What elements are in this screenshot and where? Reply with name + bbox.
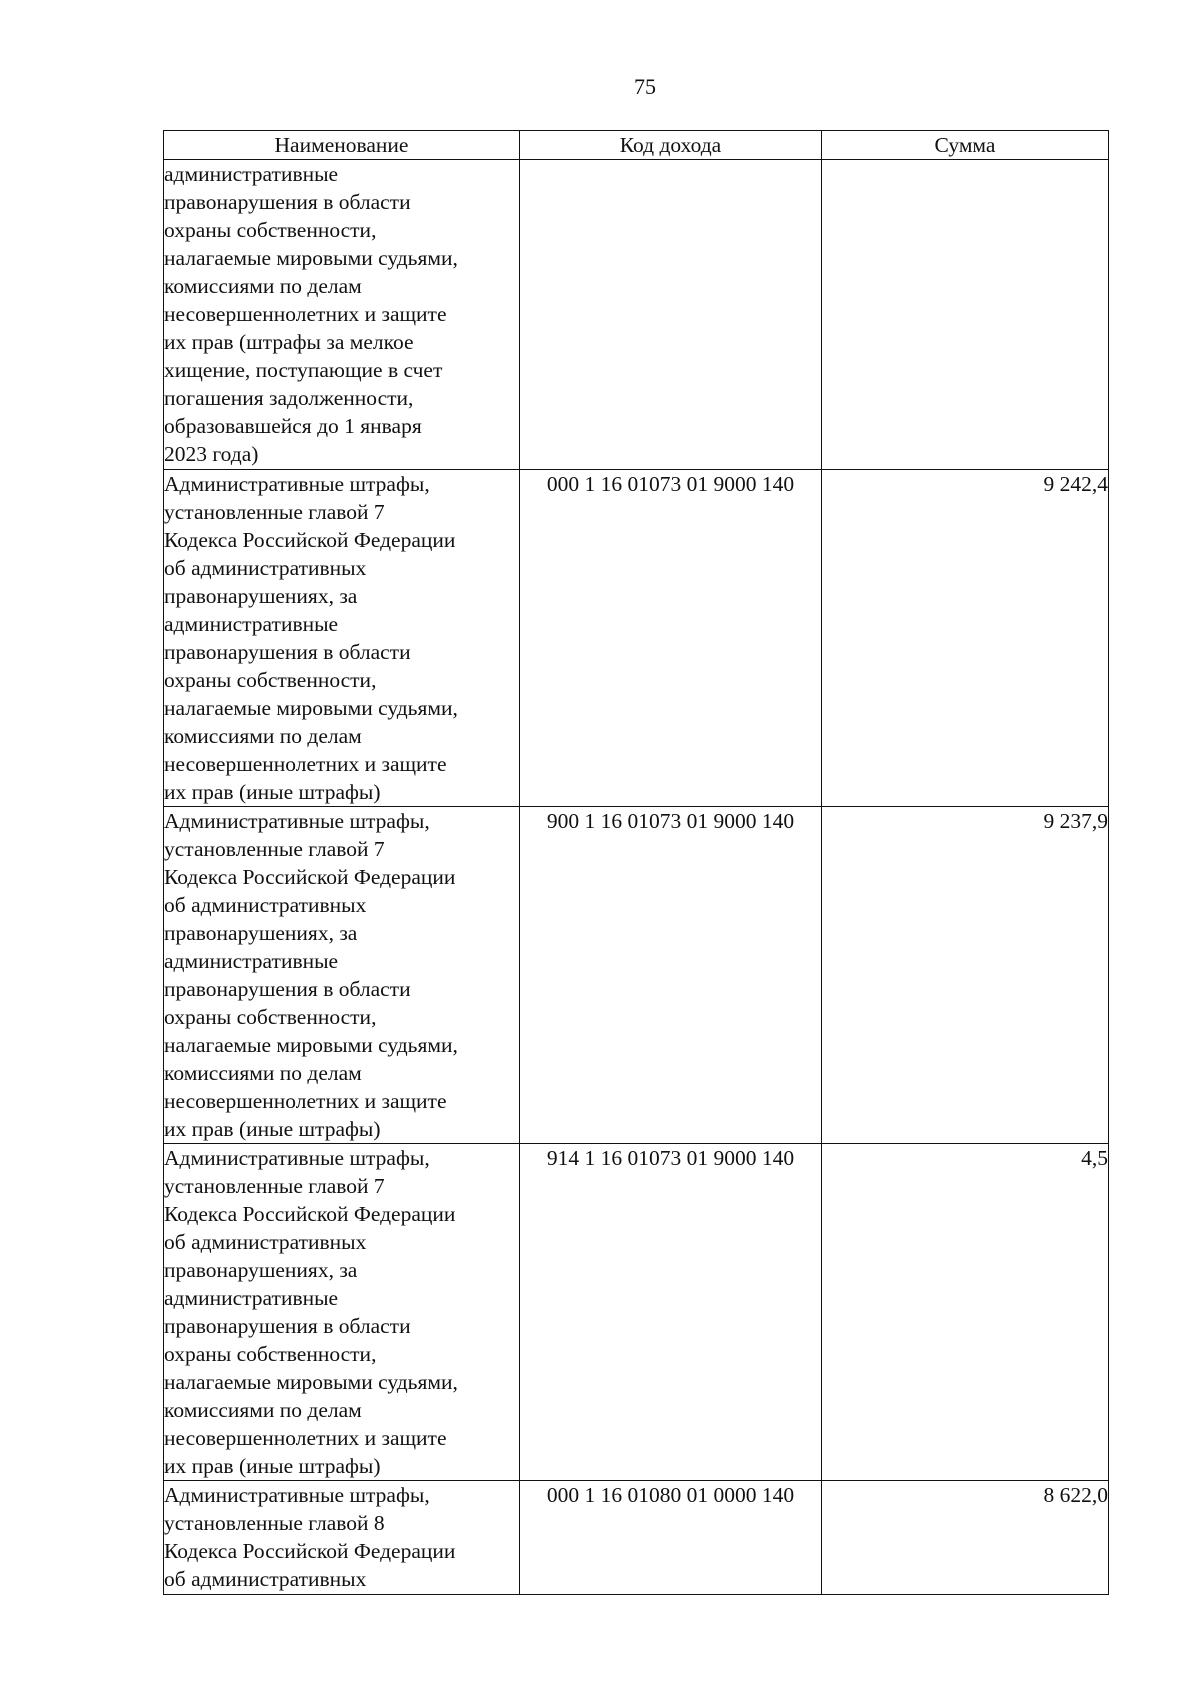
cell-name xyxy=(164,1144,520,1481)
name-line: их прав (иные штрафы) xyxy=(164,1117,381,1141)
cell-sum: 9 237,9 xyxy=(822,807,1109,1144)
cell-sum xyxy=(822,160,1109,470)
name-line: комиссиями по делам xyxy=(164,1061,362,1085)
name-line: правонарушениях, за xyxy=(164,921,358,945)
table-header-row xyxy=(164,131,1109,160)
name-line: охраны собственности, xyxy=(164,218,377,242)
cell-code xyxy=(520,160,822,470)
name-line: налагаемые мировыми судьями, xyxy=(164,246,458,270)
cell-sum: 9 242,4 xyxy=(822,470,1109,807)
name-line: административные xyxy=(164,162,339,186)
name-line: установленные главой 8 xyxy=(164,1511,385,1535)
table-row xyxy=(164,160,1109,470)
cell-code: 000 1 16 01073 01 9000 140 xyxy=(520,470,822,807)
name-line: 2023 года) xyxy=(164,442,259,466)
cell-name xyxy=(164,1481,520,1595)
name-line: налагаемые мировыми судьями, xyxy=(164,1033,458,1057)
cell-name xyxy=(164,807,520,1144)
name-line: об административных xyxy=(164,556,367,580)
name-line: Административные штрафы, xyxy=(164,1483,430,1507)
header-code: Код дохода xyxy=(520,131,822,160)
name-line: правонарушения в области xyxy=(164,640,411,664)
name-line: установленные главой 7 xyxy=(164,837,385,861)
name-line: охраны собственности, xyxy=(164,1005,377,1029)
name-line: установленные главой 7 xyxy=(164,1174,385,1198)
name-line: Кодекса Российской Федерации xyxy=(164,1539,456,1563)
name-line: Кодекса Российской Федерации xyxy=(164,528,456,552)
name-line: правонарушения в области xyxy=(164,190,411,214)
name-line: комиссиями по делам xyxy=(164,724,362,748)
name-line: Кодекса Российской Федерации xyxy=(164,1202,456,1226)
name-line: Административные штрафы, xyxy=(164,1146,430,1170)
name-line: правонарушения в области xyxy=(164,977,411,1001)
header-sum: Сумма xyxy=(822,131,1109,160)
name-line: охраны собственности, xyxy=(164,668,377,692)
table-body xyxy=(164,160,1109,1595)
name-line: несовершеннолетних и защите xyxy=(164,1089,447,1113)
name-line: правонарушениях, за xyxy=(164,584,358,608)
name-line: их прав (иные штрафы) xyxy=(164,1454,381,1478)
name-line: Административные штрафы, xyxy=(164,809,430,833)
name-line: несовершеннолетних и защите xyxy=(164,1426,447,1450)
page-number: 75 xyxy=(634,74,656,99)
name-line: административные xyxy=(164,612,339,636)
cell-code: 900 1 16 01073 01 9000 140 xyxy=(520,807,822,1144)
name-line: правонарушениях, за xyxy=(164,1258,358,1282)
name-line: об административных xyxy=(164,893,367,917)
name-line: их прав (штрафы за мелкое xyxy=(164,330,414,354)
name-line: несовершеннолетних и защите xyxy=(164,302,447,326)
cell-name xyxy=(164,470,520,807)
name-line: Кодекса Российской Федерации xyxy=(164,865,456,889)
name-line: налагаемые мировыми судьями, xyxy=(164,1370,458,1394)
name-line: погашения задолженности, xyxy=(164,386,414,410)
name-line: несовершеннолетних и защите xyxy=(164,752,447,776)
name-line: установленные главой 7 xyxy=(164,500,385,524)
name-line: хищение, поступающие в счет xyxy=(164,358,443,382)
table-row xyxy=(164,1481,1109,1595)
cell-sum: 8 622,0 xyxy=(822,1481,1109,1595)
name-line: правонарушения в области xyxy=(164,1314,411,1338)
cell-code: 000 1 16 01080 01 0000 140 xyxy=(520,1481,822,1595)
revenue-table xyxy=(163,130,1109,1595)
table-row xyxy=(164,470,1109,807)
name-line: об административных xyxy=(164,1567,367,1591)
cell-code: 914 1 16 01073 01 9000 140 xyxy=(520,1144,822,1481)
name-line: об административных xyxy=(164,1230,367,1254)
name-line: административные xyxy=(164,949,339,973)
name-line: комиссиями по делам xyxy=(164,1398,362,1422)
name-line: образовавшейся до 1 января xyxy=(164,414,422,438)
name-line: административные xyxy=(164,1286,339,1310)
table-row xyxy=(164,807,1109,1144)
table-row xyxy=(164,1144,1109,1481)
name-line: охраны собственности, xyxy=(164,1342,377,1366)
cell-name xyxy=(164,160,520,470)
name-line: налагаемые мировыми судьями, xyxy=(164,696,458,720)
name-line: комиссиями по делам xyxy=(164,274,362,298)
name-line: Административные штрафы, xyxy=(164,472,430,496)
cell-sum: 4,5 xyxy=(822,1144,1109,1481)
header-name: Наименование xyxy=(164,131,520,160)
name-line: их прав (иные штрафы) xyxy=(164,780,381,804)
